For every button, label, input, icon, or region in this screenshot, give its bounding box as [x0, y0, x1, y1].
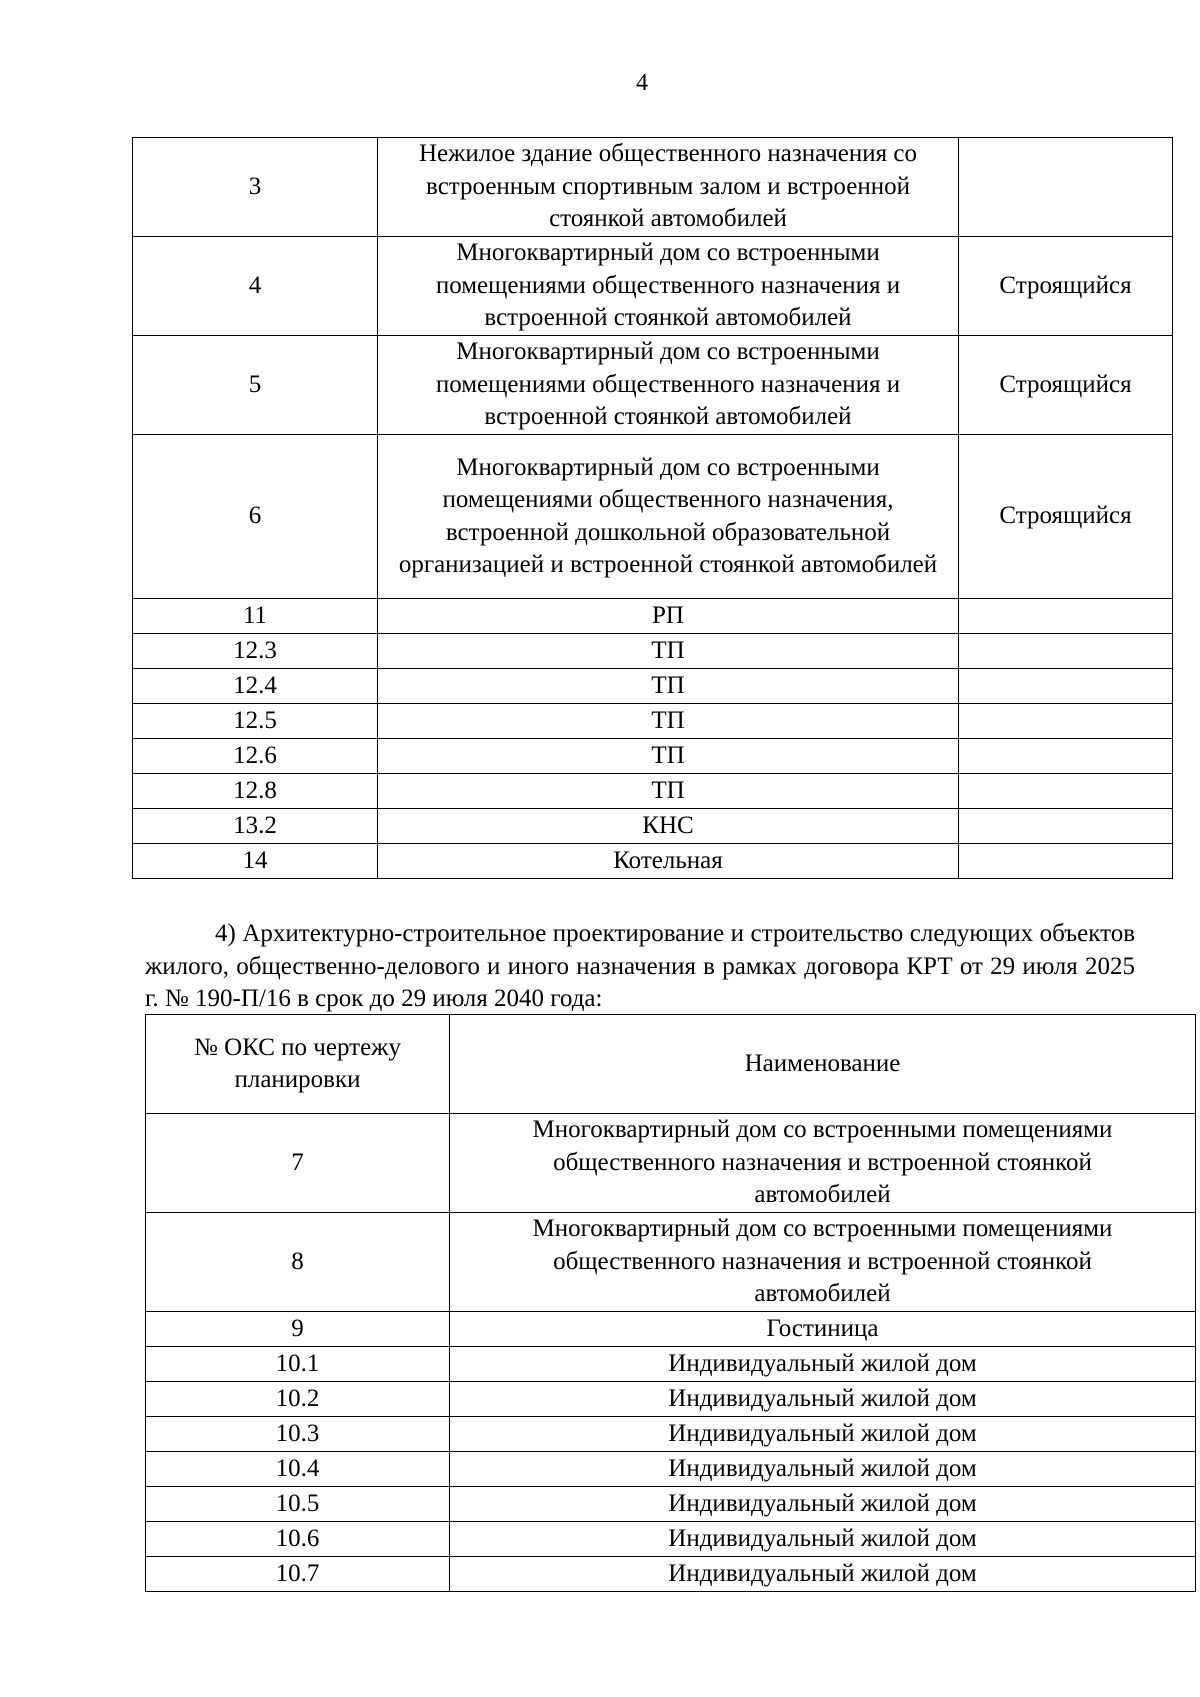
table-row	[146, 1487, 1196, 1522]
object-name: Многоквартирный дом со встроенными помещениями общественного назначения и встроенной стоянкой автомобилей	[450, 1213, 1196, 1312]
object-name: Индивидуальный жилой дом	[450, 1557, 1196, 1592]
object-number: 10.3	[146, 1417, 450, 1452]
object-number: 9	[146, 1312, 450, 1347]
table-row	[133, 237, 1173, 336]
object-number: 10.1	[146, 1347, 450, 1382]
table-row	[146, 1347, 1196, 1382]
planned-objects-table	[145, 1014, 1196, 1592]
table-header-row	[146, 1015, 1196, 1114]
object-name: Индивидуальный жилой дом	[450, 1382, 1196, 1417]
object-status: Строящийся	[959, 435, 1173, 599]
table-row	[133, 435, 1173, 599]
object-name: Индивидуальный жилой дом	[450, 1417, 1196, 1452]
object-name: РП	[378, 599, 959, 634]
object-number: 10.4	[146, 1452, 450, 1487]
table-row	[133, 634, 1173, 669]
object-name: Многоквартирный дом со встроенными помещениями общественного назначения и встроенной стоянкой автомобилей	[378, 237, 959, 336]
table-row	[133, 809, 1173, 844]
object-name: Котельная	[378, 844, 959, 879]
object-name: Многоквартирный дом со встроенными помещениями общественного назначения и встроенной стоянкой автомобилей	[450, 1114, 1196, 1213]
object-number: 5	[133, 336, 378, 435]
objects-table-continued	[132, 137, 1173, 879]
object-number: 12.4	[133, 669, 378, 704]
column-header-name: Наименование	[450, 1015, 1196, 1114]
object-status	[959, 599, 1173, 634]
object-number: 12.5	[133, 704, 378, 739]
object-name: Индивидуальный жилой дом	[450, 1487, 1196, 1522]
object-name: ТП	[378, 739, 959, 774]
object-name: Индивидуальный жилой дом	[450, 1522, 1196, 1557]
object-status: Строящийся	[959, 336, 1173, 435]
section-4-paragraph: 4) Архитектурно-строительное проектирование и строительство следующих объектов жилого, общественно-делового и иного назначения в рамках договора КРТ от 29 июля 2025 г. № 190-П/16 в срок до 29 июля 2040 года:	[145, 920, 1135, 1012]
table-row	[133, 669, 1173, 704]
object-name: ТП	[378, 774, 959, 809]
object-number: 12.8	[133, 774, 378, 809]
object-number: 12.3	[133, 634, 378, 669]
table-row	[146, 1522, 1196, 1557]
column-header-number: № ОКС по чертежу планировки	[146, 1015, 450, 1114]
object-name: ТП	[378, 669, 959, 704]
object-name: Многоквартирный дом со встроенными помещениями общественного назначения, встроенной дошкольной образовательной организацией и встроенной стоянкой автомобилей	[378, 435, 959, 599]
table-row	[133, 704, 1173, 739]
table-row	[146, 1452, 1196, 1487]
object-number: 7	[146, 1114, 450, 1213]
table-row	[133, 774, 1173, 809]
object-number: 10.7	[146, 1557, 450, 1592]
table-row	[146, 1557, 1196, 1592]
object-name: Многоквартирный дом со встроенными помещениями общественного назначения и встроенной стоянкой автомобилей	[378, 336, 959, 435]
object-status	[959, 809, 1173, 844]
table-row	[146, 1312, 1196, 1347]
object-number: 13.2	[133, 809, 378, 844]
object-number: 3	[133, 138, 378, 237]
page-number: 4	[636, 70, 648, 96]
table-row	[146, 1382, 1196, 1417]
object-number: 4	[133, 237, 378, 336]
table-row	[133, 138, 1173, 237]
object-number: 11	[133, 599, 378, 634]
table-row	[146, 1417, 1196, 1452]
table-row	[146, 1213, 1196, 1312]
object-number: 10.5	[146, 1487, 450, 1522]
object-status	[959, 634, 1173, 669]
object-number: 10.2	[146, 1382, 450, 1417]
table-row	[133, 739, 1173, 774]
object-number: 10.6	[146, 1522, 450, 1557]
object-number: 6	[133, 435, 378, 599]
object-number: 8	[146, 1213, 450, 1312]
table-row	[133, 336, 1173, 435]
object-status	[959, 844, 1173, 879]
object-name: КНС	[378, 809, 959, 844]
object-name: Гостиница	[450, 1312, 1196, 1347]
object-status	[959, 774, 1173, 809]
object-number: 12.6	[133, 739, 378, 774]
object-name: Индивидуальный жилой дом	[450, 1452, 1196, 1487]
object-name: ТП	[378, 704, 959, 739]
object-status	[959, 138, 1173, 237]
table-row	[133, 844, 1173, 879]
object-status	[959, 704, 1173, 739]
object-number: 14	[133, 844, 378, 879]
object-name: ТП	[378, 634, 959, 669]
object-status: Строящийся	[959, 237, 1173, 336]
object-name: Индивидуальный жилой дом	[450, 1347, 1196, 1382]
table-row	[133, 599, 1173, 634]
table-row	[146, 1114, 1196, 1213]
object-status	[959, 669, 1173, 704]
object-status	[959, 739, 1173, 774]
object-name: Нежилое здание общественного назначения со встроенным спортивным залом и встроенной стоянкой автомобилей	[378, 138, 959, 237]
